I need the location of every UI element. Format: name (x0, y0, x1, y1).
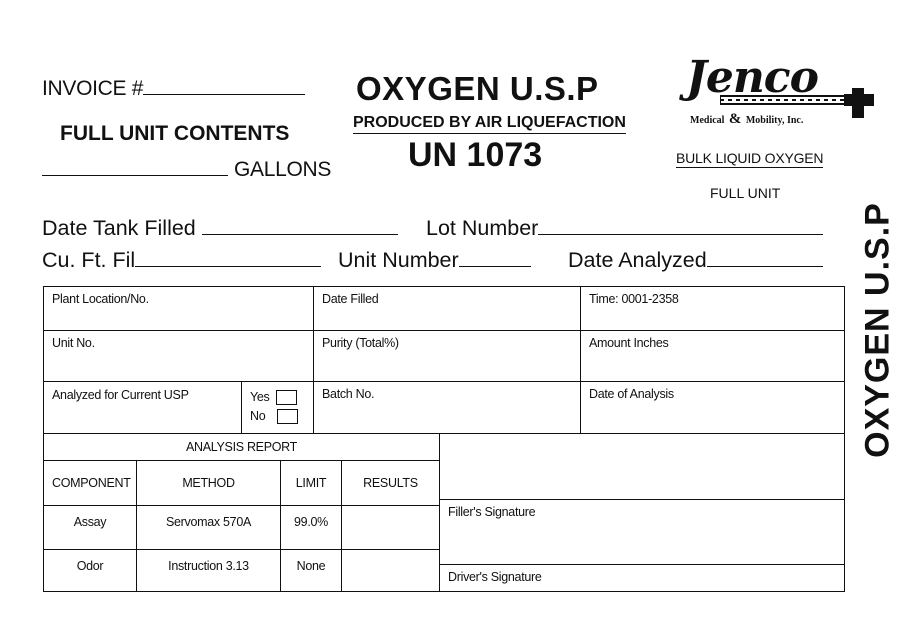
date-analyzed-field (568, 248, 823, 273)
yes-no-cell (241, 381, 314, 434)
yes-option (250, 388, 305, 407)
invoice-label: INVOICE # (42, 77, 144, 100)
assay-limit: 99.0% (294, 515, 328, 529)
table-row-odor-results[interactable] (341, 549, 440, 592)
unit-number-label: Unit Number (338, 248, 459, 272)
unit-number-line[interactable] (459, 248, 531, 267)
lot-number-label: Lot Number (426, 216, 539, 240)
batch-no-cell[interactable] (313, 381, 581, 434)
cu-ft-fil-line[interactable] (135, 248, 321, 267)
yes-label: Yes (250, 390, 270, 404)
time-cell[interactable] (580, 286, 845, 331)
jenco-logo (684, 52, 884, 132)
filler-signature-label: Filler's Signature (448, 505, 536, 519)
date-tank-filled-label: Date Tank Filled (42, 216, 196, 240)
logo-mobility: Mobility, Inc. (745, 115, 804, 126)
table-row-odor-method (136, 549, 281, 592)
col-limit-label: LIMIT (295, 476, 327, 490)
table-row-odor-limit (280, 549, 342, 592)
amount-inches-label: Amount Inches (589, 336, 669, 350)
date-filled-cell[interactable] (313, 286, 581, 331)
no-label: No (250, 409, 266, 423)
unit-number-field (338, 248, 531, 273)
date-analyzed-line[interactable] (707, 248, 823, 267)
logo-tagline (690, 110, 803, 128)
analyzed-for-label: Analyzed for Current USP (52, 388, 189, 402)
full-unit-contents: FULL UNIT CONTENTS (60, 122, 290, 145)
gallons-line[interactable] (42, 157, 228, 176)
no-option (250, 407, 305, 426)
no-checkbox[interactable] (277, 409, 298, 424)
gallons-field (42, 157, 331, 182)
odor-method: Instruction 3.13 (168, 559, 249, 573)
subtitle: PRODUCED BY AIR LIQUEFACTION (353, 114, 626, 134)
yes-checkbox[interactable] (276, 390, 297, 405)
unit-no-cell[interactable] (43, 330, 314, 382)
filler-signature-cell[interactable] (439, 499, 845, 565)
col-results (341, 460, 440, 506)
plant-location-label: Plant Location/No. (52, 292, 149, 306)
cu-ft-fil-field (42, 248, 321, 273)
un-number: UN 1073 (408, 136, 543, 174)
title: OXYGEN U.S.P (356, 70, 599, 107)
date-filled-label: Date Filled (322, 292, 379, 306)
lot-number-field (426, 216, 823, 241)
lot-number-line[interactable] (538, 216, 823, 235)
logo-name: Jenco (686, 52, 818, 103)
driver-signature-label: Driver's Signature (448, 570, 542, 584)
analysis-report-label: ANALYSIS REPORT (185, 440, 298, 454)
batch-no-label: Batch No. (322, 387, 375, 401)
plant-location-cell[interactable] (43, 286, 314, 331)
logo-amp: & (728, 111, 742, 127)
date-analyzed-label: Date Analyzed (568, 248, 707, 272)
assay-component: Assay (73, 515, 107, 529)
analysis-report-header (43, 433, 440, 461)
col-limit (280, 460, 342, 506)
col-method (136, 460, 281, 506)
cu-ft-fil-label: Cu. Ft. Fil (42, 248, 136, 272)
purity-label: Purity (Total%) (322, 336, 399, 350)
invoice-line[interactable] (143, 76, 305, 95)
unit-no-label: Unit No. (52, 336, 95, 350)
analyzed-for-cell (43, 381, 242, 434)
table-row-odor-component (43, 549, 137, 592)
logo-medical: Medical (690, 115, 725, 126)
invoice-field (42, 76, 305, 101)
table-row-assay-component (43, 505, 137, 550)
assay-method: Servomax 570A (165, 515, 252, 529)
table-row-assay-results[interactable] (341, 505, 440, 550)
purity-cell[interactable] (313, 330, 581, 382)
blank-cell (439, 433, 845, 500)
time-label: Time: 0001-2358 (589, 292, 679, 306)
col-results-label: RESULTS (363, 476, 418, 490)
date-tank-filled-line[interactable] (202, 216, 398, 235)
date-of-analysis-cell[interactable] (580, 381, 845, 434)
date-tank-filled-field (42, 216, 398, 241)
col-component-label: COMPONENT (52, 476, 131, 490)
date-of-analysis-label: Date of Analysis (589, 387, 674, 401)
odor-component: Odor (76, 559, 104, 573)
gallons-label: GALLONS (234, 158, 332, 181)
amount-inches-cell[interactable] (580, 330, 845, 382)
odor-limit: None (296, 559, 326, 573)
table-row-assay-method (136, 505, 281, 550)
form-grid (43, 286, 845, 592)
full-unit: FULL UNIT (710, 185, 781, 201)
bulk-liquid-oxygen: BULK LIQUID OXYGEN (676, 150, 824, 166)
vertical-title: OXYGEN U.S.P (858, 202, 897, 458)
table-row-assay-limit (280, 505, 342, 550)
col-component (43, 460, 137, 506)
driver-signature-cell[interactable] (439, 564, 845, 592)
col-method-label: METHOD (182, 476, 235, 490)
